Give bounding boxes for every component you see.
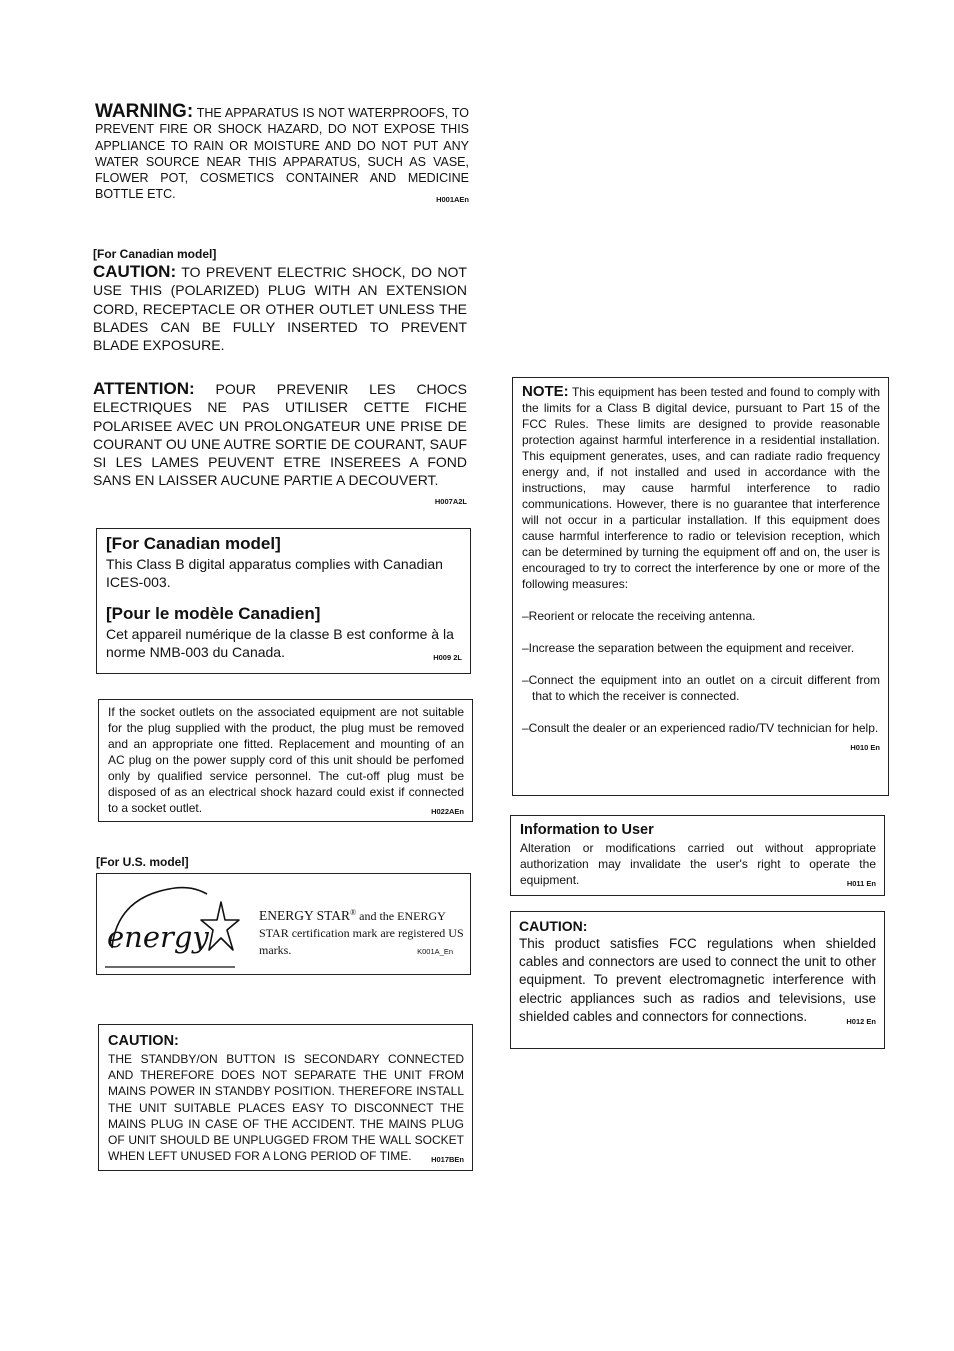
canadian-caution-label: [For Canadian model]: [93, 247, 217, 261]
attention-text: POUR PREVENIR LES CHOCS ELECTRIQUES NE PAS UTILISER CETTE FICHE POLARISEE AVEC UN PROLONGATEUR UNE PRISE DE COURANT OU UNE AUTRE SORTIE DE COURANT, SAUF SI LES LAMES PEUVENT ETRE INSEREES A FOND SANS EN LAISSER AUCUNE PARTIE A DECOUVERT.: [93, 381, 467, 489]
fcc-note-bullet: –Connect the equipment into an outlet on a circuit different from that to which the receiver is connected.: [522, 673, 880, 703]
warning-heading: WARNING:: [95, 101, 194, 122]
attention-code: H007A2L: [434, 496, 467, 506]
canadian-model-box: [96, 528, 471, 674]
warning-code: H001AEn: [436, 195, 469, 205]
canadian-model-code: H009 2L: [433, 653, 462, 662]
socket-outlet-code: H022AEn: [431, 807, 464, 816]
information-to-user-text: Alteration or modifications carried out without appropriate authorization may invalidate the user's right to operate the equipment.: [520, 841, 876, 887]
energy-star-code: K001A_En: [417, 947, 453, 956]
socket-outlet-text: If the socket outlets on the associated equipment are not suitable for the plug supplied with the product, the plug must be removed and an appropriate one fitted. Replacement and mounting of an AC plug on the power supply cord of this unit should be perfomed only by qualified service personnel. The cut-off plug must be disposed of as an electrical shock hazard could exist if connected to a socket outlet.: [108, 705, 464, 815]
attention-heading: ATTENTION:: [93, 379, 195, 398]
fcc-note-code: H010 En: [850, 743, 880, 752]
canadian-caution-text: TO PREVENT ELECTRIC SHOCK, DO NOT USE THIS (POLARIZED) PLUG WITH AN EXTENSION CORD, RECEPTACLE OR OTHER OUTLET UNLESS THE BLADES CAN BE FULLY INSERTED TO PREVENT BLADE EXPOSURE.: [93, 264, 467, 354]
canadian-model-title-fr: [Pour le modèle Canadien]: [106, 604, 321, 623]
information-to-user-title: Information to User: [520, 822, 654, 838]
fcc-note-bullet: –Increase the separation between the equipment and receiver.: [522, 641, 855, 655]
energy-logo-text: energy: [107, 920, 209, 954]
fcc-caution-box: [510, 911, 885, 1049]
fcc-note-bullet: –Consult the dealer or an experienced radio/TV technician for help.: [522, 721, 879, 735]
fcc-caution-code: H012 En: [846, 1016, 876, 1026]
fcc-note-heading: NOTE:: [522, 383, 569, 400]
standby-caution-box: [98, 1024, 473, 1171]
canadian-model-text: This Class B digital apparatus complies with Canadian ICES-003.: [106, 556, 443, 590]
fcc-caution-text: This product satisfies FCC regulations when shielded cables and connectors are used to connect the unit to other equipment. To prevent electromagnetic interference with electric appliances such as radios and televisions, use shielded cables and connectors for connections.: [519, 936, 876, 1024]
canadian-caution-heading: CAUTION:: [93, 262, 177, 281]
fcc-note-bullet: –Reorient or relocate the receiving antenna.: [522, 609, 756, 623]
canadian-caution-block: [93, 247, 467, 354]
canadian-model-text-fr: Cet appareil numérique de la classe B est conforme à la norme NMB-003 du Canada.: [106, 626, 454, 660]
standby-caution-code: H017BEn: [431, 1155, 464, 1165]
warning-block: [95, 101, 469, 209]
energy-star-logo: [103, 880, 241, 968]
energy-star-text: [259, 904, 465, 959]
attention-block: [93, 380, 467, 511]
registered-mark: ®: [350, 908, 357, 917]
us-model-label: [For U.S. model]: [96, 855, 189, 869]
socket-outlet-box: [98, 699, 473, 822]
energy-star-box: [96, 873, 471, 975]
energy-star-name: ENERGY STAR: [259, 908, 351, 923]
energy-star-icon: [103, 880, 241, 968]
standby-caution-text: THE STANDBY/ON BUTTON IS SECONDARY CONNECTED AND THEREFORE DOES NOT SEPARATE THE UNIT FROM MAINS POWER IN STANDBY POSITION. THEREFORE INSTALL THE UNIT SUITABLE PLACES EASY TO DISCONNECT THE MAINS PLUG IN CASE OF THE ACCIDENT. THE MAINS PLUG OF UNIT SHOULD BE UNPLUGGED FROM THE WALL SOCKET WHEN LEFT UNUSED FOR A LONG PERIOD OF TIME.: [108, 1052, 464, 1164]
fcc-note-box: [512, 377, 889, 796]
fcc-note-text: This equipment has been tested and found to comply with the limits for a Class B digital device, pursuant to Part 15 of the FCC Rules. These limits are designed to provide reasonable protection against harmful interference in a residential installation. This equipment generates, uses, and can radiate radio frequency energy and, if not installed and used in accordance with the instructions, may cause harmful interference to radio communications. However, there is no guarantee that interference will not occur in a particular installation. If this equipment does cause harmful interference to radio or television reception, which can be determined by turning the equipment off and on, the user is encouraged to try to correct the interference by one or more of the following measures:: [522, 385, 881, 591]
canadian-model-title: [For Canadian model]: [106, 534, 281, 553]
information-to-user-box: [510, 815, 885, 896]
energy-star-desc: and the ENERGY STAR certification mark are registered US marks.: [259, 909, 464, 957]
information-to-user-code: H011 En: [846, 879, 876, 888]
fcc-caution-title: CAUTION:: [519, 918, 588, 934]
warning-text: THE APPARATUS IS NOT WATERPROOFS, TO PREVENT FIRE OR SHOCK HAZARD, DO NOT EXPOSE THIS APPLIANCE TO RAIN OR MOISTURE AND DO NOT PUT ANY WATER SOURCE NEAR THIS APPARATUS, SUCH AS VASE, FLOWER POT, COSMETICS CONTAINER AND MEDICINE BOTTLE ETC.: [95, 106, 469, 202]
standby-caution-title: CAUTION:: [108, 1033, 179, 1049]
